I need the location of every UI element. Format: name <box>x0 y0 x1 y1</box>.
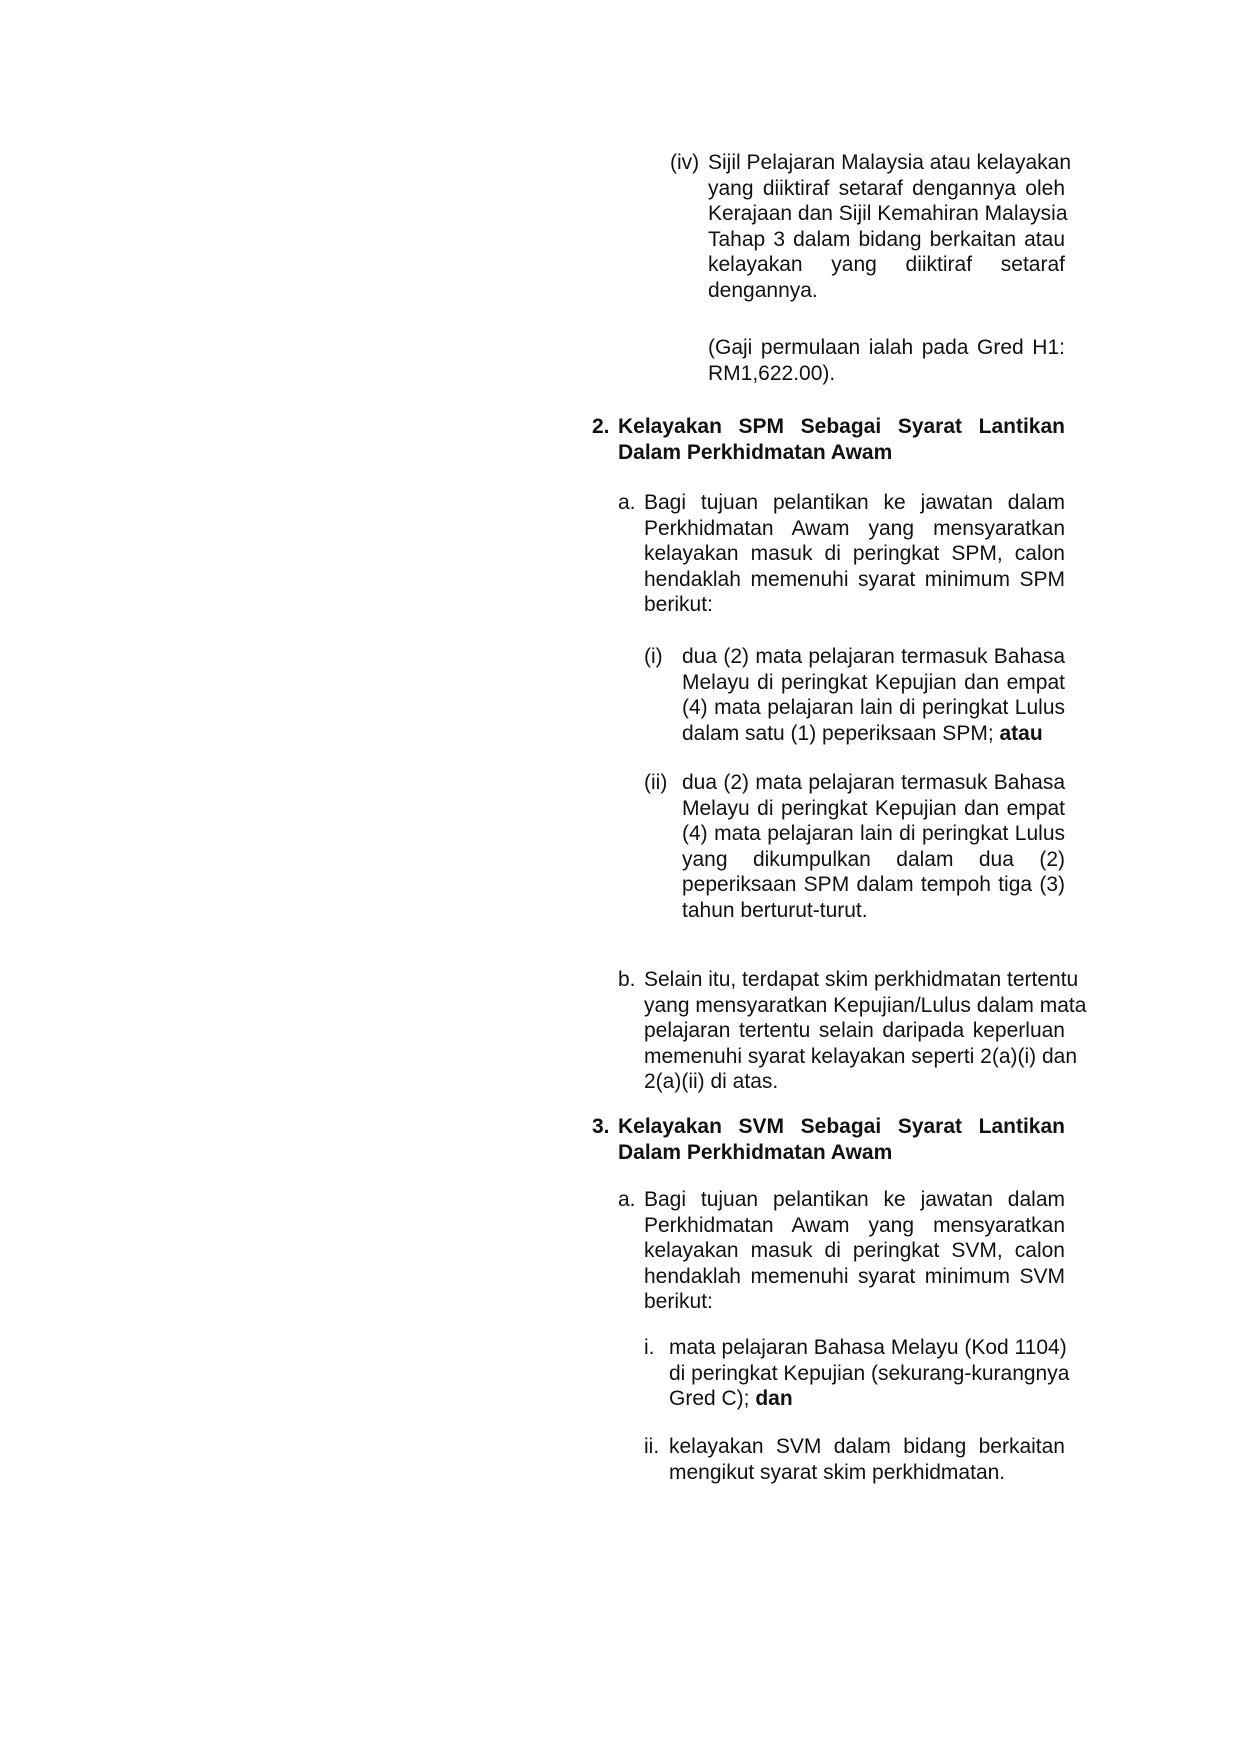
line-text: 2(a)(ii) di atas. <box>644 1070 779 1093</box>
text-line <box>708 278 1065 304</box>
list-marker: (iv) <box>670 151 700 174</box>
line-text: dengannya. <box>708 278 818 302</box>
text-line <box>669 1335 1065 1361</box>
line-text: Dalam Perkhidmatan Awam <box>618 1140 893 1164</box>
text-line <box>682 721 1065 747</box>
line-text: dua (2) mata pelajaran termasuk Bahasa <box>682 771 1065 794</box>
text-line <box>618 1140 1065 1166</box>
paragraph-text <box>708 150 1072 303</box>
paragraph-text <box>708 335 1065 386</box>
line-text: mengikut syarat skim perkhidmatan. <box>669 1460 1006 1484</box>
paragraph-text <box>669 1434 1065 1485</box>
line-text: tahun berturut-turut. <box>682 898 868 922</box>
list-marker: 2. <box>592 415 610 438</box>
line-text: yang mensyaratkan Kepujian/Lulus dalam mata <box>644 993 1087 1017</box>
line-text: kelayakan masuk di peringkat SVM, calon <box>644 1239 1065 1262</box>
list-marker: ii. <box>644 1435 660 1458</box>
line-text: memenuhi syarat kelayakan seperti 2(a)(i) dan <box>644 1044 1078 1068</box>
text-line <box>669 1386 1065 1412</box>
text-line <box>682 670 1065 696</box>
text-line <box>708 201 1068 227</box>
text-line <box>644 1289 1065 1315</box>
text-line <box>644 1213 1065 1239</box>
emphasis-word: atau <box>999 721 1043 745</box>
line-text: pelajaran tertentu selain daripada keperluan <box>644 1019 1065 1042</box>
paragraph-text <box>682 644 1065 746</box>
paragraph-text <box>618 1114 1065 1165</box>
text-line <box>708 150 1072 176</box>
line-text: Selain itu, terdapat skim perkhidmatan tertentu <box>644 968 1079 991</box>
list-marker: a. <box>618 491 636 514</box>
text-line <box>618 440 1065 466</box>
text-line <box>644 1238 1065 1264</box>
line-text: hendaklah memenuhi syarat minimum SPM <box>644 567 1065 591</box>
line-text: dua (2) mata pelajaran termasuk Bahasa <box>682 645 1065 668</box>
text-line <box>669 1434 1065 1460</box>
line-text: kelayakan masuk di peringkat SPM, calon <box>644 542 1065 565</box>
line-text: berikut: <box>644 593 713 616</box>
text-line <box>644 516 1065 542</box>
line-text: Tahap 3 dalam bidang berkaitan atau <box>708 227 1065 251</box>
paragraph-text <box>644 967 1087 1095</box>
text-line <box>644 1018 1065 1044</box>
emphasis-word: dan <box>755 1387 793 1410</box>
text-line <box>682 821 1065 847</box>
line-text: (Gaji permulaan ialah pada Gred H1: <box>708 336 1065 359</box>
text-line <box>618 414 1065 440</box>
line-text: mata pelajaran Bahasa Melayu (Kod 1104) <box>669 1336 1067 1359</box>
text-line <box>618 1114 1065 1140</box>
line-text: Melayu di peringkat Kepujian dan empat <box>682 796 1065 820</box>
line-text: Bagi tujuan pelantikan ke jawatan dalam <box>644 491 1065 514</box>
list-marker: (ii) <box>644 771 668 794</box>
line-text: berikut: <box>644 1290 713 1313</box>
text-line <box>708 176 1065 202</box>
line-text: RM1,622.00). <box>708 361 836 385</box>
text-line <box>708 252 1065 278</box>
text-line <box>644 490 1065 516</box>
text-line <box>708 227 1065 253</box>
text-line <box>644 1187 1065 1213</box>
paragraph-text <box>618 414 1065 465</box>
line-text: hendaklah memenuhi syarat minimum SVM <box>644 1264 1065 1288</box>
text-line <box>644 567 1065 593</box>
text-line <box>682 644 1065 670</box>
text-line <box>644 1044 1078 1070</box>
line-text: yang dikumpulkan dalam dua (2) <box>682 847 1065 871</box>
text-line <box>644 541 1065 567</box>
text-line <box>682 847 1065 873</box>
line-text: kelayakan SVM dalam bidang berkaitan <box>669 1435 1065 1458</box>
line-text: Kerajaan dan Sijil Kemahiran Malaysia <box>708 202 1068 225</box>
line-text: (4) mata pelajaran lain di peringkat Lulus <box>682 696 1065 719</box>
line-text: Kelayakan SVM Sebagai Syarat Lantikan <box>618 1115 1065 1138</box>
paragraph-text <box>644 490 1065 618</box>
text-line <box>682 796 1065 822</box>
text-line <box>644 1069 1065 1095</box>
text-line <box>644 967 1079 993</box>
text-line <box>669 1361 1070 1387</box>
text-line <box>708 361 1065 387</box>
line-text: Dalam Perkhidmatan Awam <box>618 440 893 464</box>
line-text: (4) mata pelajaran lain di peringkat Lulus <box>682 822 1065 845</box>
line-text: Perkhidmatan Awam yang mensyaratkan <box>644 516 1065 540</box>
list-marker: (i) <box>644 645 663 668</box>
text-line <box>644 1264 1065 1290</box>
text-line <box>669 1460 1065 1486</box>
text-line <box>682 695 1065 721</box>
list-marker: 3. <box>592 1115 610 1138</box>
text-line <box>682 872 1065 898</box>
text-line <box>644 993 1087 1019</box>
text-line <box>708 335 1065 361</box>
line-text: dalam satu (1) peperiksaan SPM; <box>682 721 1000 745</box>
line-text: Perkhidmatan Awam yang mensyaratkan <box>644 1213 1065 1237</box>
line-text: Kelayakan SPM Sebagai Syarat Lantikan <box>618 415 1065 438</box>
paragraph-text <box>644 1187 1065 1315</box>
list-marker: i. <box>644 1336 655 1359</box>
line-text: Gred C); <box>669 1387 756 1410</box>
line-text: peperiksaan SPM dalam tempoh tiga (3) <box>682 873 1065 896</box>
text-line <box>682 770 1065 796</box>
line-text: Melayu di peringkat Kepujian dan empat <box>682 670 1065 694</box>
line-text: Bagi tujuan pelantikan ke jawatan dalam <box>644 1188 1065 1211</box>
list-marker: a. <box>618 1188 636 1211</box>
list-marker: b. <box>618 968 636 991</box>
line-text: yang diiktiraf setaraf dengannya oleh <box>708 176 1065 200</box>
paragraph-text <box>682 770 1065 923</box>
text-line <box>682 898 1065 924</box>
line-text: Sijil Pelajaran Malaysia atau kelayakan <box>708 151 1072 174</box>
line-text: di peringkat Kepujian (sekurang-kurangnya <box>669 1361 1070 1385</box>
text-line <box>644 592 1065 618</box>
paragraph-text <box>669 1335 1070 1412</box>
line-text: kelayakan yang diiktiraf setaraf <box>708 253 1065 276</box>
